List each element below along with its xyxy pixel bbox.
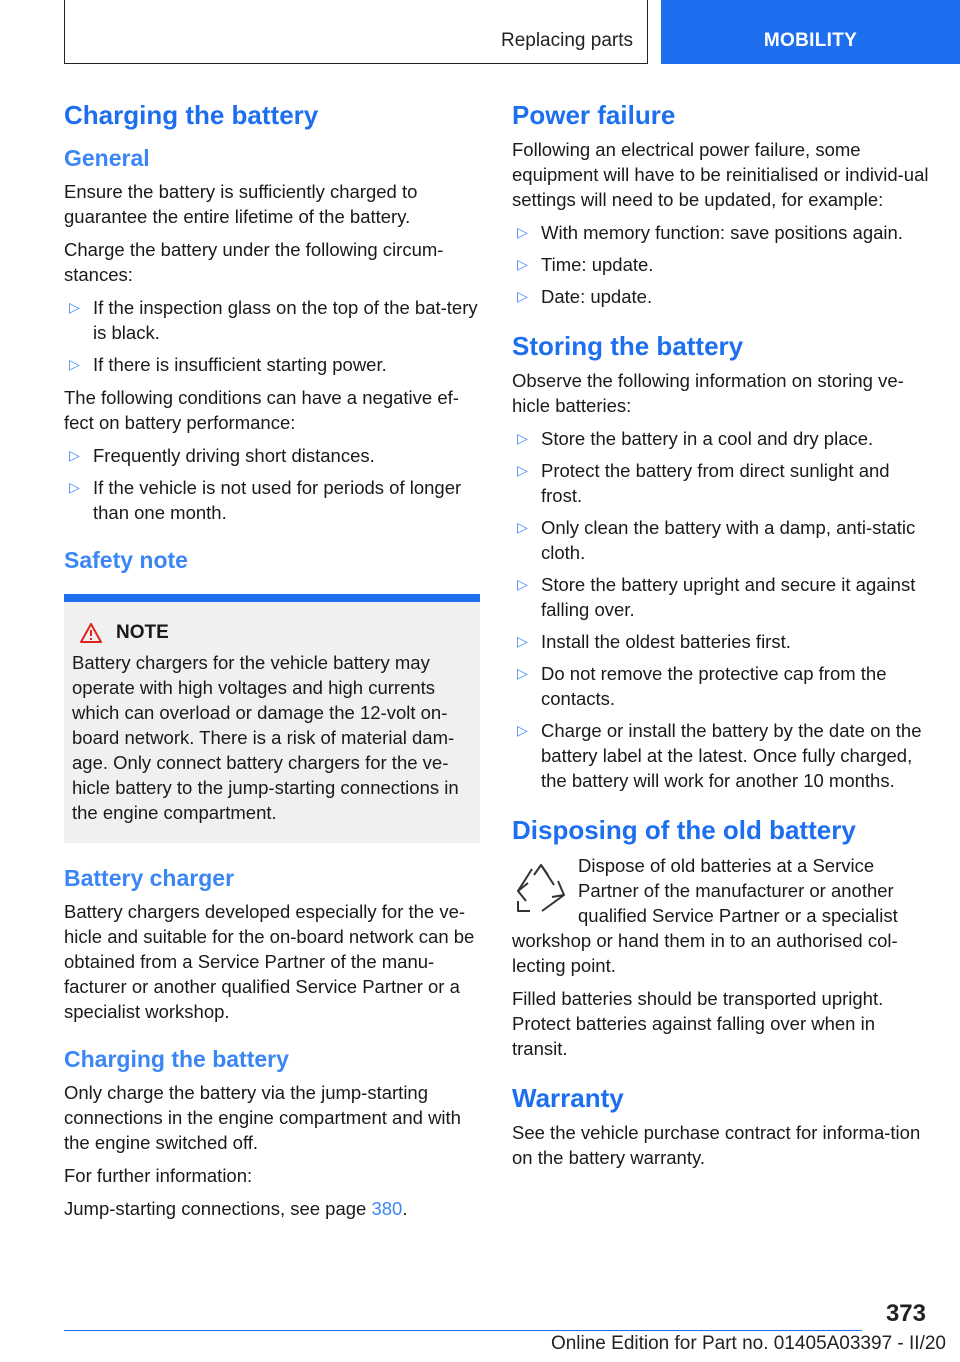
- triangle-bullet-icon: ▷: [69, 355, 80, 372]
- note-bar: [64, 594, 480, 602]
- charging-p2: For further information:: [64, 1164, 253, 1186]
- note-text: Battery chargers for the vehicle battery may operate with high voltages and high currents which can overload or damage the 12-volt on-board network. There is a risk of material dam-age. Only connect battery chargers for the ve-hicle battery to the jump-starting connections in the engine compartment.: [72, 652, 459, 824]
- triangle-bullet-icon: ▷: [517, 722, 528, 739]
- charger-p1: Battery chargers developed especially for the ve-hicle and suitable for the on-board network can be obtained from a Service Partner of the manu-facturer or another qualified Service Partner or a specialist workshop.: [64, 900, 475, 1022]
- list-item: ▷ Store the battery upright and secure it against falling over.: [517, 574, 916, 621]
- footer-line: [64, 1330, 862, 1331]
- charging-p1: Only charge the battery via the jump-starting connections in the engine compartment and with the engine switched off.: [64, 1081, 461, 1153]
- general-list1: [64, 295, 480, 377]
- header-tab: [661, 0, 960, 64]
- charging-p3: Jump-starting connections, see page 380.: [64, 1197, 408, 1219]
- storing-heading: Storing the battery: [512, 331, 744, 362]
- list-item: ▷ Charge or install the battery by the date on the battery label at the latest. Once fully charged, the battery will work for another 10 months.: [517, 720, 922, 792]
- storing-p1: Observe the following information on storing ve-hicle batteries:: [512, 370, 904, 417]
- general-heading: General: [64, 145, 150, 172]
- triangle-bullet-icon: ▷: [517, 665, 528, 682]
- triangle-bullet-icon: ▷: [69, 298, 80, 315]
- disposing-p1: Dispose of old batteries at a Service Partner of the manufacturer or another qualified Service Partner or a specialist workshop or hand them in to an authorised col-lecting point.: [512, 854, 898, 976]
- list-item: ▷ If the inspection glass on the top of the bat-tery is black.: [69, 296, 478, 343]
- triangle-bullet-icon: ▷: [517, 430, 528, 447]
- list-item: ▷ Date: update.: [517, 286, 653, 308]
- charging-heading: Charging the battery: [64, 1045, 289, 1072]
- list-item: ▷ If there is insufficient starting power.: [69, 353, 387, 375]
- list-item: ▷ Install the oldest batteries first.: [517, 631, 791, 653]
- storing-list: [512, 426, 930, 793]
- header-box: [64, 0, 648, 64]
- triangle-bullet-icon: ▷: [517, 256, 528, 273]
- triangle-bullet-icon: ▷: [69, 478, 80, 495]
- list-item: ▷ Store the battery in a cool and dry place.: [517, 428, 874, 450]
- warranty-heading: Warranty: [512, 1082, 624, 1113]
- list-item: ▷ With memory function: save positions again.: [517, 222, 903, 244]
- general-p2: Charge the battery under the following circum-stances:: [64, 238, 444, 285]
- note-label: NOTE: [116, 622, 169, 644]
- list-item: ▷ If the vehicle is not used for periods of longer than one month.: [69, 476, 462, 523]
- list-item: ▷ Do not remove the protective cap from the contacts.: [517, 663, 887, 710]
- list-item: ▷ Time: update.: [517, 254, 654, 276]
- note-title: [72, 622, 472, 644]
- general-p3: The following conditions can have a negative ef-fect on battery performance:: [64, 386, 459, 433]
- header-section: Replacing parts: [500, 30, 633, 51]
- page-number: 373: [885, 1300, 926, 1327]
- triangle-bullet-icon: ▷: [517, 519, 528, 536]
- header-tab-label: MOBILITY: [763, 30, 858, 51]
- power-heading: Power failure: [512, 100, 676, 130]
- warning-icon: [80, 623, 102, 643]
- power-p1: Following an electrical power failure, some equipment will have to be reinitialised or individ-ual settings will need to be updated, for example:: [512, 139, 929, 211]
- general-p1: Ensure the battery is sufficiently charged to guarantee the entire lifetime of the battery.: [64, 180, 418, 227]
- safety-heading: Safety note: [64, 546, 188, 573]
- list-item: ▷ Protect the battery from direct sunlight and frost.: [517, 460, 890, 507]
- charger-heading: Battery charger: [64, 865, 235, 892]
- disposing-heading: Disposing of the old battery: [512, 815, 856, 846]
- triangle-bullet-icon: ▷: [517, 288, 528, 305]
- page-link[interactable]: 380: [371, 1197, 403, 1219]
- list-item: ▷ Only clean the battery with a damp, anti-static cloth.: [517, 517, 916, 564]
- triangle-bullet-icon: ▷: [517, 224, 528, 241]
- general-list2: [64, 443, 480, 525]
- triangle-bullet-icon: ▷: [517, 633, 528, 650]
- left-column: [64, 100, 480, 1229]
- note-box: [64, 602, 480, 843]
- footer-edition: Online Edition for Part no. 01405A03397 - II/20: [550, 1333, 946, 1354]
- warranty-p1: See the vehicle purchase contract for informa-tion on the battery warranty.: [512, 1121, 921, 1168]
- power-list: [512, 220, 930, 309]
- disposing-p2: Filled batteries should be transported upright. Protect batteries against falling over when in transit.: [512, 987, 884, 1059]
- page-title: Charging the battery: [64, 100, 319, 130]
- triangle-bullet-icon: ▷: [69, 446, 80, 463]
- right-column: [512, 100, 930, 1178]
- triangle-bullet-icon: ▷: [517, 462, 528, 479]
- triangle-bullet-icon: ▷: [517, 576, 528, 593]
- recycle-icon: [512, 861, 570, 919]
- list-item: ▷ Frequently driving short distances.: [69, 444, 375, 466]
